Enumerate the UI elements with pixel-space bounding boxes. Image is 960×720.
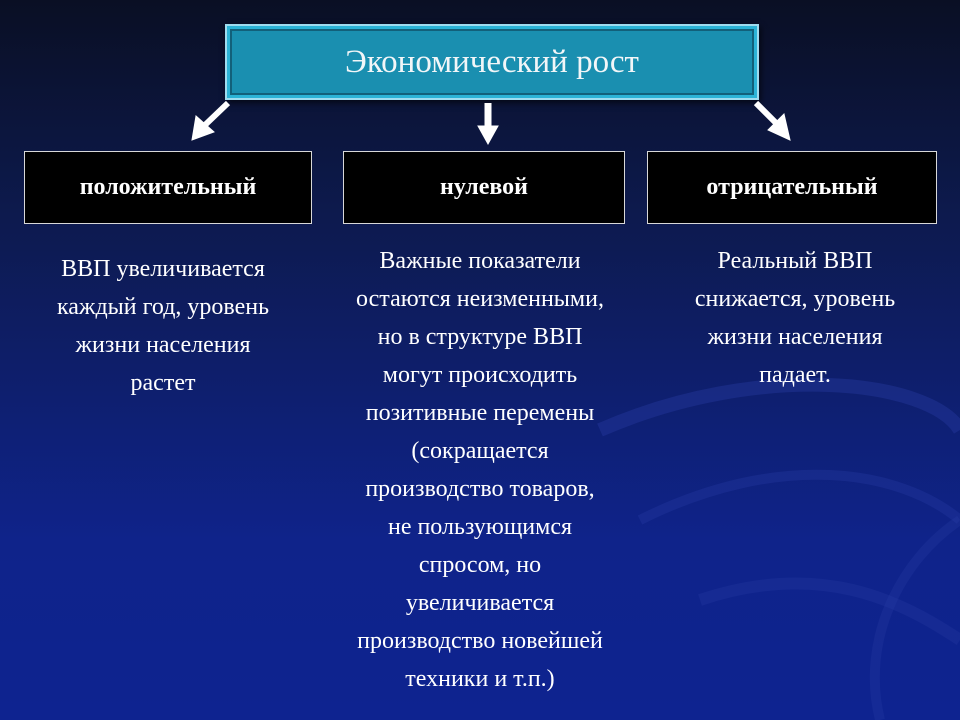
- description-positive: ВВП увеличивается каждый год, уровень жизни населения растет: [56, 256, 270, 396]
- arrow-right-line: [756, 103, 777, 124]
- category-label-zero: нулевой: [440, 174, 528, 200]
- arrow-left-line: [205, 103, 228, 125]
- description-negative: Реальный ВВП снижается, уровень жизни населения падает.: [694, 248, 896, 388]
- description-zero: Важные показатели остаются неизменными, но в структуре ВВП могут происходить позитивные перемены (сокращается производство товаров, не пользующимся спросом, но увеличивается производство новейшей техники и т.п.): [356, 248, 604, 692]
- category-label-negative: отрицательный: [706, 174, 878, 200]
- arrow-center-head: [478, 126, 498, 144]
- category-box-negative: [647, 151, 937, 224]
- category-label-positive: положительный: [79, 174, 257, 200]
- diagram-title: Экономический рост: [345, 43, 639, 80]
- category-box-zero: [343, 151, 625, 224]
- category-box-positive: [24, 151, 312, 224]
